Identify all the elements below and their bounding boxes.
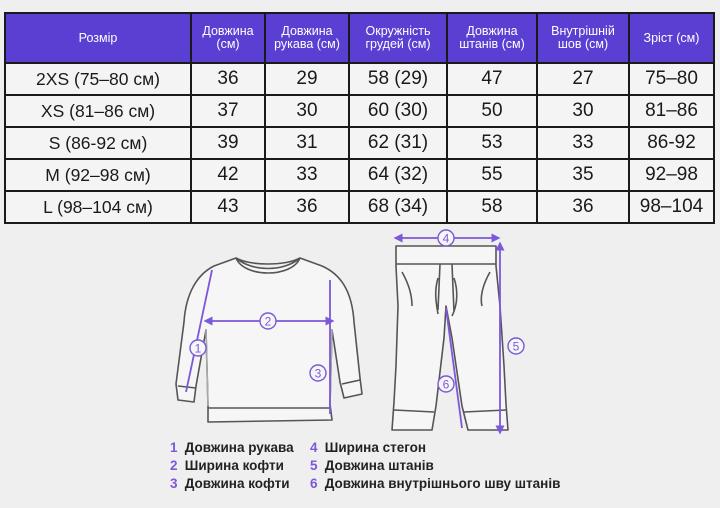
- legend-item: [170, 475, 294, 493]
- table-cell: 31: [265, 127, 349, 159]
- table-cell: XS (81–86 см): [5, 95, 191, 127]
- table-cell: 39: [191, 127, 265, 159]
- table-cell: 86-92: [629, 127, 714, 159]
- table-cell: 27: [537, 63, 629, 95]
- legend-number: 5: [310, 458, 318, 473]
- table-cell: 36: [265, 191, 349, 223]
- header-length: Довжина (см): [191, 13, 265, 63]
- marker-1-label: 1: [194, 341, 202, 356]
- header-size: Розмір: [5, 13, 191, 63]
- header-height: Зріст (см): [629, 13, 714, 63]
- legend-item: [310, 475, 560, 493]
- legend-item: [310, 439, 560, 457]
- table-cell: 53: [447, 127, 537, 159]
- table-cell: 37: [191, 95, 265, 127]
- table-cell: 92–98: [629, 159, 714, 191]
- legend-item: [310, 457, 560, 475]
- legend-text: Довжина штанів: [324, 458, 434, 473]
- legend-text: Довжина кофти: [184, 476, 290, 491]
- table-cell: 68 (34): [349, 191, 447, 223]
- table-cell: 55: [447, 159, 537, 191]
- table-header-row: [5, 13, 714, 63]
- table-cell: M (92–98 см): [5, 159, 191, 191]
- legend-text: Довжина рукава: [184, 440, 294, 455]
- marker-3: [310, 365, 326, 381]
- header-chest: Окружність грудей (см): [349, 13, 447, 63]
- table-row: [5, 63, 714, 95]
- sweatshirt-drawing: [176, 258, 362, 422]
- table-cell: 30: [265, 95, 349, 127]
- marker-2: [260, 313, 276, 329]
- table-cell: 33: [265, 159, 349, 191]
- legend-number: 3: [170, 476, 178, 491]
- legend-text: Довжина внутрішнього шву штанів: [324, 476, 561, 491]
- garment-diagram: [0, 226, 720, 466]
- marker-6-label: 6: [442, 377, 450, 392]
- legend-number: 4: [310, 440, 318, 455]
- table-cell: 58: [447, 191, 537, 223]
- table-cell: 75–80: [629, 63, 714, 95]
- legend-item: [170, 439, 294, 457]
- table-cell: 29: [265, 63, 349, 95]
- table-cell: 35: [537, 159, 629, 191]
- table-cell: 42: [191, 159, 265, 191]
- marker-1: [190, 340, 206, 356]
- marker-5-label: 5: [512, 339, 520, 354]
- table-cell: 58 (29): [349, 63, 447, 95]
- legend-number: 2: [170, 458, 178, 473]
- table-cell: 62 (31): [349, 127, 447, 159]
- table-cell: S (86-92 см): [5, 127, 191, 159]
- table-cell: 47: [447, 63, 537, 95]
- table-cell: 43: [191, 191, 265, 223]
- marker-2-label: 2: [264, 314, 272, 329]
- header-inseam: Внутрішній шов (см): [537, 13, 629, 63]
- table-row: [5, 191, 714, 223]
- table-cell: 50: [447, 95, 537, 127]
- legend-number: 1: [170, 440, 178, 455]
- table-cell: 33: [537, 127, 629, 159]
- table-row: [5, 159, 714, 191]
- table-cell: 30: [537, 95, 629, 127]
- table-cell: L (98–104 см): [5, 191, 191, 223]
- marker-5: [508, 338, 524, 354]
- table-cell: 36: [537, 191, 629, 223]
- legend-number: 6: [310, 476, 318, 491]
- header-pants-length: Довжина штанів (см): [447, 13, 537, 63]
- legend-text: Ширина стегон: [324, 440, 427, 455]
- table-cell: 2XS (75–80 см): [5, 63, 191, 95]
- legend-text: Ширина кофти: [184, 458, 284, 473]
- table-cell: 81–86: [629, 95, 714, 127]
- legend-left: [170, 439, 294, 493]
- table-cell: 64 (32): [349, 159, 447, 191]
- table-cell: 36: [191, 63, 265, 95]
- marker-6: [438, 376, 454, 392]
- marker-4-label: 4: [442, 231, 450, 246]
- legend-right: [310, 439, 560, 493]
- table-cell: 60 (30): [349, 95, 447, 127]
- table-row: [5, 95, 714, 127]
- size-chart: [4, 12, 713, 226]
- marker-3-label: 3: [314, 366, 322, 381]
- legend-item: [170, 457, 294, 475]
- marker-4: [438, 230, 454, 246]
- table-row: [5, 127, 714, 159]
- table-cell: 98–104: [629, 191, 714, 223]
- size-table: [4, 12, 715, 224]
- header-sleeve-length: Довжина рукава (см): [265, 13, 349, 63]
